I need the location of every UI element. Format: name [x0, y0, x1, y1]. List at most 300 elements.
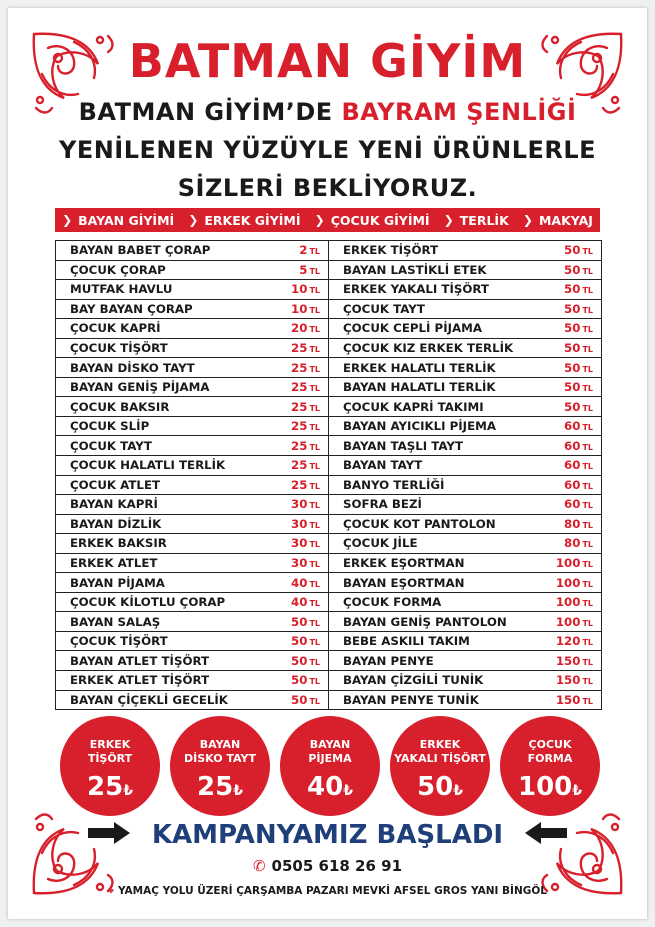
item-price — [272, 458, 320, 472]
price-value: 80 — [564, 516, 581, 531]
table-row — [56, 397, 328, 417]
item-price — [545, 595, 593, 609]
table-row — [329, 554, 601, 574]
table-row — [56, 456, 328, 476]
brand-title: BATMAN GİYİM — [128, 34, 527, 88]
currency-label: TL — [309, 345, 320, 354]
lira-symbol: ₺ — [572, 783, 583, 799]
item-price — [545, 673, 593, 687]
currency-label: TL — [309, 364, 320, 374]
item-price — [272, 497, 320, 511]
currency-label: TL — [309, 305, 320, 315]
item-price — [545, 263, 593, 277]
item-name: ERKEK ATLET TİŞÖRT — [70, 673, 210, 688]
currency-label: TL — [582, 442, 593, 452]
price-value: 150 — [555, 653, 581, 668]
item-price — [545, 361, 593, 375]
currency-label: TL — [582, 384, 593, 394]
item-price — [545, 400, 593, 414]
currency-label: TL — [582, 325, 593, 335]
currency-label: TL — [582, 501, 593, 511]
price-value: 10 — [291, 282, 308, 297]
currency-label: TL — [309, 442, 320, 452]
currency-label: TL — [309, 638, 320, 648]
price-value: 50 — [564, 321, 581, 336]
item-price — [545, 341, 593, 355]
phone-line — [8, 857, 647, 875]
currency-label: TL — [582, 247, 593, 257]
item-price — [545, 497, 593, 511]
item-name: ÇOCUK CEPLİ PİJAMA — [343, 321, 482, 336]
table-row — [329, 261, 601, 281]
deal-label-line1: BAYAN — [199, 738, 241, 751]
deal-label-line2: TİŞÖRT — [87, 752, 133, 765]
currency-label: TL — [309, 423, 320, 433]
item-name: ÇOCUK KAPRİ — [70, 321, 161, 336]
item-price — [545, 439, 593, 453]
price-value: 50 — [564, 262, 581, 277]
category-label: MAKYAJ — [538, 212, 593, 228]
deal-badge — [500, 716, 600, 816]
lira-symbol: ₺ — [343, 783, 353, 799]
table-row — [56, 319, 328, 339]
table-row — [56, 280, 328, 300]
item-name: ÇOCUK KOT PANTOLON — [343, 516, 496, 531]
subtitle-line-3: SİZLERİ BEKLİYORUZ. — [177, 174, 478, 202]
item-name: BAYAN SALAŞ — [70, 614, 161, 629]
price-value: 50 — [291, 692, 308, 707]
item-price — [272, 517, 320, 531]
currency-label: TL — [582, 657, 593, 667]
item-name: ÇOCUK BAKSIR — [70, 399, 170, 414]
table-row — [329, 593, 601, 613]
item-name: ÇOCUK TİŞÖRT — [70, 634, 168, 649]
arrow-left-icon — [523, 820, 569, 846]
chevron-right-icon: ❯ — [443, 213, 454, 227]
deal-price-value: 25 — [87, 772, 124, 802]
deal-price — [170, 772, 270, 802]
currency-label: TL — [582, 579, 593, 589]
category-item — [188, 213, 300, 228]
currency-label: TL — [582, 618, 593, 628]
deal-badge — [60, 716, 160, 816]
currency-label: TL — [582, 364, 593, 374]
currency-label: TL — [309, 481, 320, 491]
item-name: BAYAN ÇİÇEKLİ GECELİK — [70, 692, 228, 707]
item-price — [272, 478, 320, 492]
table-row — [56, 573, 328, 593]
chevron-right-icon: ❯ — [314, 213, 325, 227]
item-price — [545, 634, 593, 648]
table-row — [56, 554, 328, 574]
currency-label: TL — [309, 618, 320, 628]
item-price — [272, 595, 320, 609]
item-name: BAYAN ATLET TİŞÖRT — [70, 653, 210, 668]
category-bar — [55, 208, 600, 232]
table-row — [56, 417, 328, 437]
deal-price-value: 25 — [197, 772, 234, 802]
price-value: 60 — [564, 438, 581, 453]
item-price — [545, 615, 593, 629]
table-row — [56, 378, 328, 398]
item-price — [545, 419, 593, 433]
price-value: 60 — [564, 477, 581, 492]
deal-price — [500, 772, 600, 802]
item-name: BAYAN TAYT — [343, 458, 423, 473]
item-name: ERKEK ATLET — [70, 556, 158, 571]
deal-label-line2: YAKALI TİŞÖRT — [394, 752, 486, 765]
item-price — [545, 458, 593, 472]
item-name: BAYAN LASTİKLİ ETEK — [343, 262, 487, 277]
table-row — [56, 515, 328, 535]
price-value: 50 — [564, 301, 581, 316]
category-item — [62, 213, 174, 228]
item-name: BAYAN DİSKO TAYT — [70, 360, 195, 375]
chevron-right-icon: ❯ — [62, 213, 73, 227]
subtitle-line-1 — [8, 98, 647, 126]
item-price — [272, 615, 320, 629]
item-name: ERKEK TİŞÖRT — [343, 243, 439, 258]
item-name: BAYAN PENYE — [343, 653, 434, 668]
item-name: BAYAN DİZLİK — [70, 516, 162, 531]
item-price — [272, 341, 320, 355]
item-price — [272, 400, 320, 414]
item-name: BAYAN KAPRİ — [70, 497, 158, 512]
table-row — [329, 671, 601, 691]
item-name: BAYAN BABET ÇORAP — [70, 243, 211, 258]
currency-label: TL — [309, 462, 320, 472]
item-price — [272, 243, 320, 257]
item-name: BAYAN PİJAMA — [70, 575, 165, 590]
item-price — [545, 282, 593, 296]
item-price — [545, 321, 593, 335]
deal-label-line1: ÇOCUK — [528, 738, 572, 751]
item-price — [545, 536, 593, 550]
item-price — [272, 556, 320, 570]
price-value: 60 — [564, 419, 581, 434]
item-price — [272, 302, 320, 316]
currency-label: TL — [582, 520, 593, 530]
table-row — [329, 612, 601, 632]
price-value: 50 — [291, 634, 308, 649]
price-column-right — [329, 241, 601, 709]
currency-label: TL — [582, 305, 593, 315]
price-value: 25 — [291, 399, 308, 414]
price-value: 50 — [564, 360, 581, 375]
table-row — [329, 436, 601, 456]
currency-label: TL — [309, 403, 320, 413]
item-price — [272, 380, 320, 394]
item-price — [272, 536, 320, 550]
table-row — [56, 339, 328, 359]
deal-badge — [280, 716, 380, 816]
price-value: 50 — [564, 282, 581, 297]
price-value: 30 — [291, 497, 308, 512]
deal-label-line2: PİJEMA — [308, 752, 352, 765]
chevron-right-icon: ❯ — [188, 213, 199, 227]
item-price — [272, 419, 320, 433]
currency-label: TL — [582, 462, 593, 472]
deal-label-line1: ERKEK — [419, 738, 461, 751]
item-price — [272, 321, 320, 335]
price-value: 25 — [291, 380, 308, 395]
table-row — [329, 378, 601, 398]
item-name: ÇOCUK JİLE — [343, 536, 418, 551]
deal-label — [170, 738, 270, 766]
table-row — [56, 358, 328, 378]
price-value: 60 — [564, 497, 581, 512]
item-name: BAYAN GENİŞ PİJAMA — [70, 380, 210, 395]
table-row — [329, 319, 601, 339]
flyer-page — [8, 8, 647, 919]
item-name: ÇOCUK SLİP — [70, 419, 150, 434]
table-row — [329, 300, 601, 320]
deal-label-line2: FORMA — [527, 752, 573, 765]
location-pin-icon: ⌖ — [108, 885, 114, 897]
item-price — [545, 380, 593, 394]
currency-label: TL — [309, 520, 320, 530]
table-row — [329, 651, 601, 671]
table-row — [56, 612, 328, 632]
price-column-left — [56, 241, 329, 709]
item-name: ÇOCUK KAPRİ TAKIMI — [343, 399, 484, 414]
price-value: 25 — [291, 360, 308, 375]
table-row — [329, 476, 601, 496]
table-row — [56, 691, 328, 710]
item-name: BAYAN PENYE TUNİK — [343, 692, 479, 707]
deal-price-value: 50 — [417, 772, 454, 802]
table-row — [56, 436, 328, 456]
deal-label-line1: ERKEK — [89, 738, 131, 751]
address-line — [8, 885, 647, 898]
item-name: MUTFAK HAVLU — [70, 282, 173, 297]
table-row — [329, 417, 601, 437]
category-label: ÇOCUK GİYİMİ — [330, 212, 430, 228]
price-value: 10 — [291, 301, 308, 316]
table-row — [329, 534, 601, 554]
deal-label-line2: DİSKO TAYT — [184, 752, 256, 765]
table-row — [329, 456, 601, 476]
item-name: BAYAN AYICIKLI PİJEMA — [343, 419, 497, 434]
currency-label: TL — [309, 599, 320, 609]
price-value: 20 — [291, 321, 308, 336]
currency-label: TL — [309, 384, 320, 394]
item-name: ÇOCUK HALATLI TERLİK — [70, 458, 226, 473]
price-value: 100 — [555, 595, 581, 610]
table-row — [56, 241, 328, 261]
table-row — [329, 573, 601, 593]
price-value: 25 — [291, 419, 308, 434]
item-price — [272, 361, 320, 375]
table-row — [329, 397, 601, 417]
item-name: ERKEK YAKALI TİŞÖRT — [343, 282, 489, 297]
deal-badge — [170, 716, 270, 816]
item-name: ÇOCUK ÇORAP — [70, 262, 166, 277]
item-price — [272, 634, 320, 648]
campaign-heading: KAMPANYAMIZ BAŞLADI — [151, 820, 504, 850]
deal-label — [500, 738, 600, 766]
table-row — [56, 476, 328, 496]
item-price — [272, 693, 320, 707]
category-item — [523, 213, 593, 228]
table-row — [329, 241, 601, 261]
table-row — [329, 691, 601, 710]
price-value: 60 — [564, 458, 581, 473]
item-price — [272, 673, 320, 687]
price-value: 100 — [555, 575, 581, 590]
currency-label: TL — [309, 501, 320, 511]
item-name: ÇOCUK KIZ ERKEK TERLİK — [343, 341, 514, 355]
currency-label: TL — [309, 247, 320, 257]
currency-label: TL — [582, 696, 593, 706]
currency-label: TL — [582, 345, 593, 354]
currency-label: TL — [582, 286, 593, 296]
item-price — [545, 654, 593, 668]
currency-label: TL — [309, 325, 320, 335]
deal-label-line1: BAYAN — [309, 738, 351, 751]
deal-price-value: 100 — [517, 772, 573, 802]
currency-label: TL — [582, 403, 593, 413]
item-name: BAYAN EŞORTMAN — [343, 575, 465, 590]
currency-label: TL — [582, 677, 593, 687]
item-name: BAYAN ÇİZGİLİ TUNİK — [343, 673, 484, 688]
table-row — [56, 671, 328, 691]
currency-label: TL — [309, 677, 320, 687]
item-price — [272, 439, 320, 453]
price-value: 30 — [291, 556, 308, 571]
lira-symbol: ₺ — [123, 783, 133, 799]
table-row — [329, 632, 601, 652]
category-item — [315, 213, 430, 228]
price-value: 50 — [564, 380, 581, 395]
lira-symbol: ₺ — [453, 783, 463, 799]
chevron-right-icon: ❯ — [522, 213, 533, 227]
item-name: ÇOCUK TAYT — [343, 301, 425, 316]
table-row — [56, 300, 328, 320]
item-name: BANYO TERLİĞİ — [343, 477, 445, 492]
price-value: 50 — [564, 399, 581, 414]
item-name: ÇOCUK KİLOTLU ÇORAP — [70, 595, 226, 610]
currency-label: TL — [309, 540, 320, 550]
item-price — [272, 576, 320, 590]
price-value: 50 — [564, 341, 581, 355]
price-value: 25 — [291, 458, 308, 473]
price-value: 100 — [555, 556, 581, 571]
currency-label: TL — [582, 599, 593, 609]
table-row — [56, 495, 328, 515]
deal-price-value: 40 — [307, 772, 344, 802]
item-name: ÇOCUK ATLET — [70, 477, 161, 492]
item-name: ERKEK EŞORTMAN — [343, 556, 465, 571]
item-name: ERKEK HALATLI TERLİK — [343, 360, 496, 375]
price-value: 50 — [291, 653, 308, 668]
deal-price — [280, 772, 380, 802]
item-name: BAY BAYAN ÇORAP — [70, 301, 193, 316]
category-label: TERLİK — [459, 212, 509, 228]
price-value: 100 — [555, 614, 581, 629]
price-value: 40 — [291, 595, 308, 610]
price-value: 30 — [291, 536, 308, 551]
address-text: YAMAÇ YOLU ÜZERİ ÇARŞAMBA PAZARI MEVKİ AFSEL GROS YANI BİNGÖL — [117, 885, 547, 897]
item-price — [545, 576, 593, 590]
item-price — [272, 654, 320, 668]
price-value: 2 — [299, 243, 308, 258]
deal-badge — [390, 716, 490, 816]
currency-label: TL — [582, 560, 593, 570]
table-row — [56, 534, 328, 554]
subtitle-highlight: BAYRAM ŞENLİĞİ — [341, 98, 577, 126]
item-price — [545, 243, 593, 257]
price-value: 50 — [291, 673, 308, 688]
item-price — [545, 478, 593, 492]
deal-label — [280, 738, 380, 766]
price-value: 25 — [291, 438, 308, 453]
price-value: 80 — [564, 536, 581, 551]
table-row — [56, 651, 328, 671]
item-name: ÇOCUK TİŞÖRT — [70, 341, 168, 355]
table-row — [329, 339, 601, 359]
table-row — [329, 495, 601, 515]
item-name: SOFRA BEZİ — [343, 497, 422, 512]
deal-label — [60, 738, 160, 766]
deal-label — [390, 738, 490, 766]
phone-number[interactable]: 0505 618 26 91 — [271, 857, 403, 875]
table-row — [329, 358, 601, 378]
currency-label: TL — [582, 481, 593, 491]
currency-label: TL — [582, 423, 593, 433]
category-label: BAYAN GİYİMİ — [78, 212, 175, 228]
table-row — [329, 280, 601, 300]
price-value: 25 — [291, 477, 308, 492]
item-name: ÇOCUK FORMA — [343, 595, 442, 610]
item-price — [272, 263, 320, 277]
table-row — [56, 593, 328, 613]
currency-label: TL — [582, 540, 593, 550]
currency-label: TL — [309, 657, 320, 667]
price-value: 50 — [291, 614, 308, 629]
table-row — [56, 632, 328, 652]
subtitle-line-2: YENİLENEN YÜZÜYLE YENİ ÜRÜNLERLE — [58, 136, 597, 164]
item-name: BAYAN GENİŞ PANTOLON — [343, 614, 507, 629]
price-value: 150 — [555, 673, 581, 688]
currency-label: TL — [309, 579, 320, 589]
price-value: 150 — [555, 692, 581, 707]
currency-label: TL — [309, 286, 320, 296]
item-name: ERKEK BAKSIR — [70, 536, 167, 551]
table-row — [329, 515, 601, 535]
item-price — [545, 693, 593, 707]
category-item — [444, 213, 509, 228]
price-value: 30 — [291, 516, 308, 531]
currency-label: TL — [309, 560, 320, 570]
item-name: ÇOCUK TAYT — [70, 438, 152, 453]
price-value: 120 — [555, 634, 581, 649]
deal-price — [60, 772, 160, 802]
price-value: 25 — [291, 341, 308, 355]
price-table — [55, 240, 602, 710]
item-name: BEBE ASKILI TAKIM — [343, 634, 470, 649]
lira-symbol: ₺ — [233, 783, 243, 799]
item-price — [545, 302, 593, 316]
category-label: ERKEK GİYİMİ — [204, 212, 301, 228]
item-name: BAYAN HALATLI TERLİK — [343, 380, 496, 395]
item-price — [545, 556, 593, 570]
table-row — [56, 261, 328, 281]
currency-label: TL — [309, 266, 320, 276]
price-value: 5 — [299, 262, 308, 277]
currency-label: TL — [582, 266, 593, 276]
price-value: 50 — [564, 243, 581, 258]
